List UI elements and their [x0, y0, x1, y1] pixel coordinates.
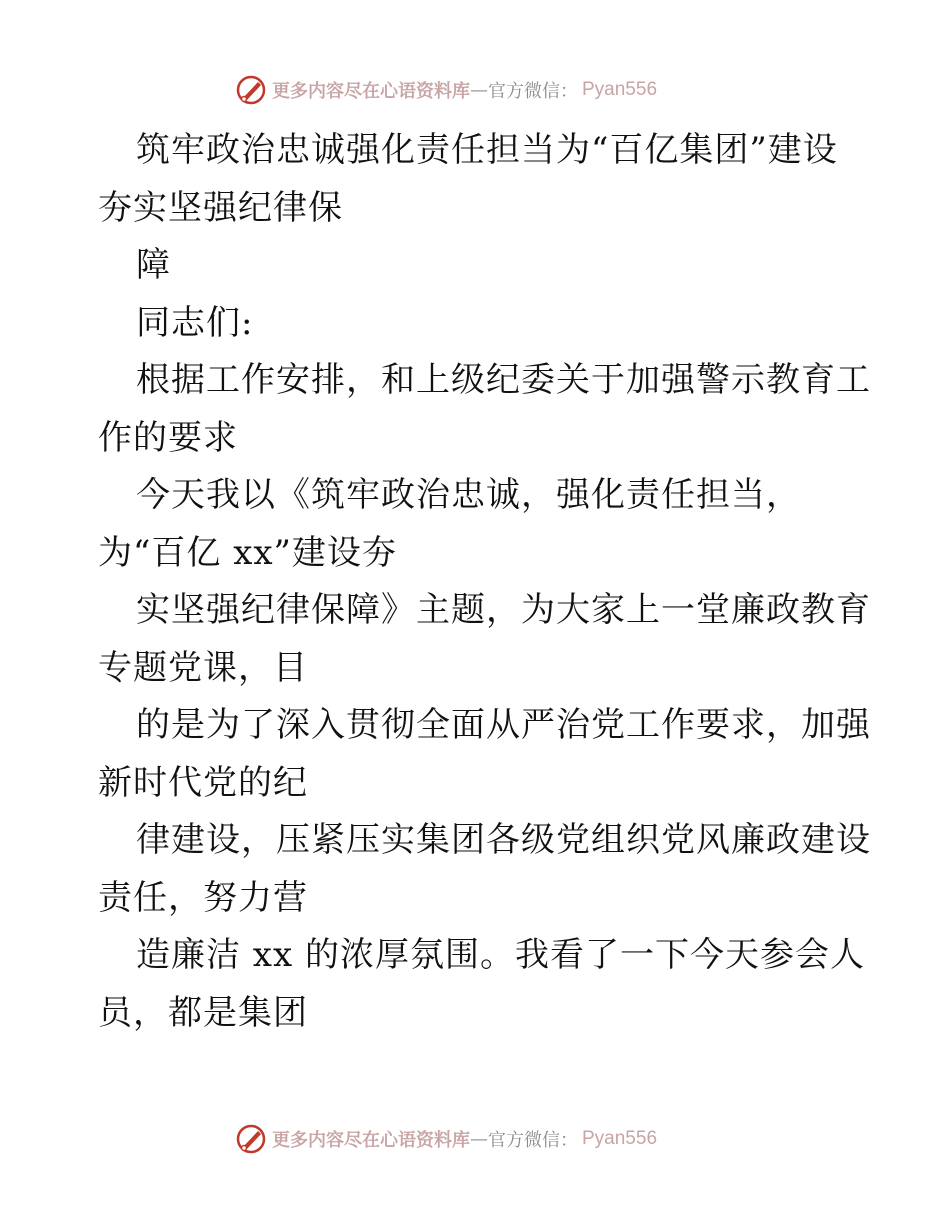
text-line: 的是为了深入贯彻全面从严治党工作要求，加强: [136, 705, 871, 745]
header-banner: [234, 72, 754, 108]
pen-logo-icon: [234, 1122, 268, 1156]
banner-wechat-label: 官方微信：: [488, 1130, 578, 1151]
text-line: 实坚强纪律保障》主题，为大家上一堂廉政教育: [136, 590, 871, 630]
banner-wechat-label: 官方微信：: [488, 81, 578, 102]
banner-main-text: 更多内容尽在心语资料库: [272, 1130, 470, 1151]
text-line: 作的要求: [98, 417, 238, 458]
document-body: [98, 122, 871, 1042]
text-line: 障: [136, 245, 171, 285]
banner-wechat-id: Pyan556: [582, 79, 658, 100]
banner-wechat-id: Pyan556: [582, 1128, 658, 1149]
text-line: 员，都是集团: [98, 992, 308, 1033]
pen-logo-icon: [234, 73, 268, 107]
text-line: 造廉洁 xx 的浓厚氛围。我看了一下今天参会人: [136, 935, 865, 975]
banner-separator: —: [470, 79, 488, 101]
banner-main-text: 更多内容尽在心语资料库: [272, 81, 470, 102]
text-line: 律建设，压紧压实集团各级党组织党风廉政建设: [136, 820, 871, 860]
text-line: 为“百亿 xx”建设夯: [98, 532, 397, 573]
text-line: 根据工作安排，和上级纪委关于加强警示教育工: [136, 360, 871, 400]
text-line: 专题党课，目: [98, 647, 308, 688]
footer-banner: [234, 1121, 754, 1157]
text-line: 今天我以《筑牢政治忠诚，强化责任担当，: [136, 475, 801, 515]
banner-separator: —: [470, 1128, 488, 1150]
text-line: 筑牢政治忠诚强化责任担当为“百亿集团”建设: [136, 130, 838, 170]
text-line: 同志们:: [136, 302, 254, 343]
text-line: 新时代党的纪: [98, 762, 308, 803]
text-line: 责任，努力营: [98, 877, 308, 918]
text-line: 夯实坚强纪律保: [98, 187, 343, 228]
